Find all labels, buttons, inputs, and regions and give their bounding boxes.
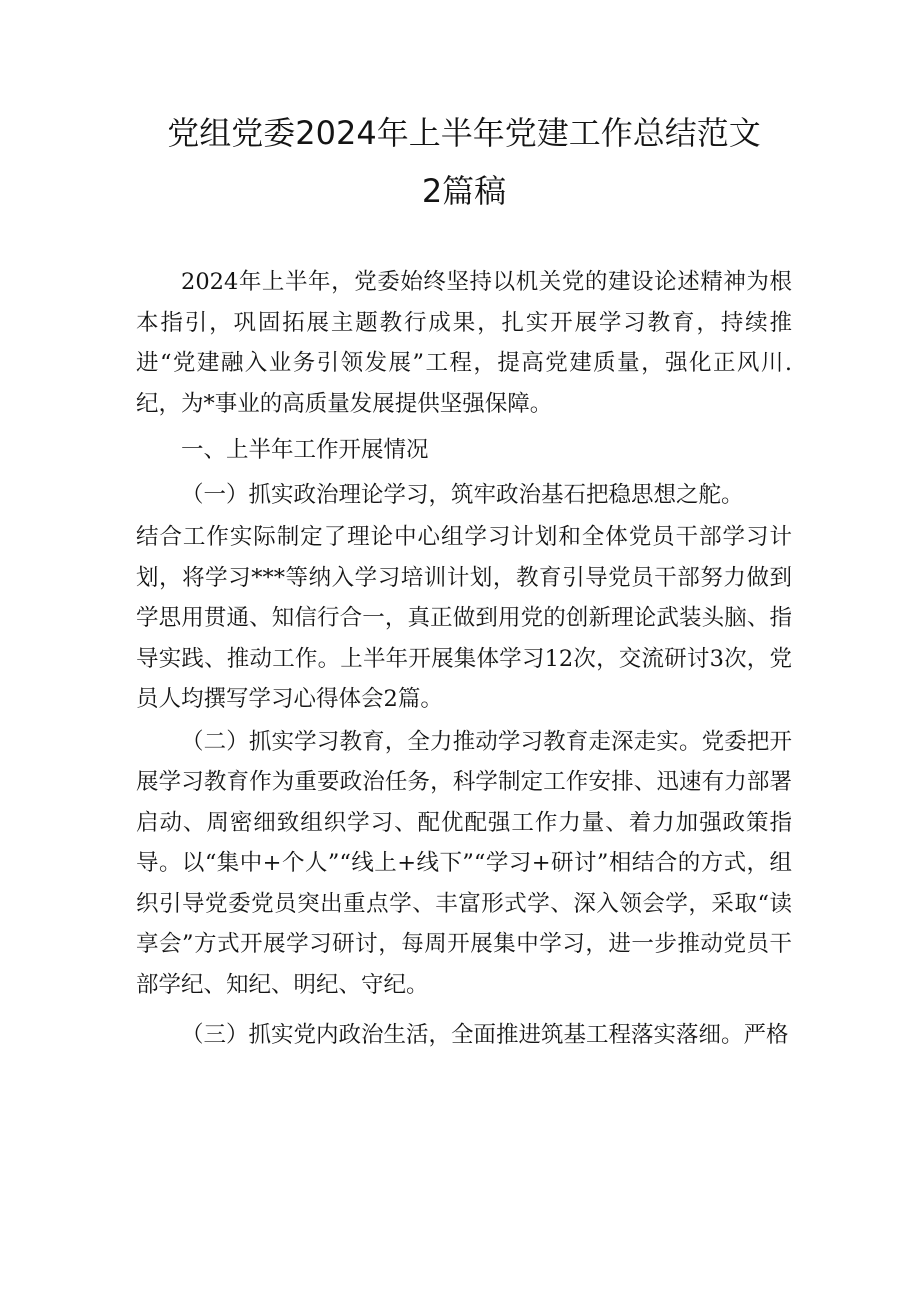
section-1-heading: 一、上半年工作开展情况 (181, 437, 429, 463)
subsection-1-body: 结合工作实际制定了理论中心组学习计划和全体党员干部学习计划，将学习***等纳入学习培训计划，教育引导党员干部努力做到学思用贯通、知信行合一，真正做到用党的创新理论武装头脑、指导实践、推动工作。上半年开展集体学习12次，交流研讨3次，党员人均撰写学习心得体会2篇。 (136, 524, 792, 712)
intro-paragraph: 2024年上半年，党委始终坚持以机关党的建设论述精神为根本指引，巩固拓展主题教行成果，扎实开展学习教育，持续推进“党建融入业务引领发展”工程，提高党建质量，强化正风川.纪，为*事业的高质量发展提供坚强保障。 (136, 269, 792, 417)
title-line-1: 党组党委2024年上半年党建工作总结范文 (167, 114, 761, 152)
subsection-2-paragraph: （二）抓实学习教育，全力推动学习教育走深走实。党委把开展学习教育作为重要政治任务，科学制定工作安排、迅速有力部署启动、周密细致组织学习、配优配强工作力量、着力加强政策指导。以“集中+个人”“线上+线下”“学习+研讨”相结合的方式，组织引导党委党员突出重点学、丰富形式学、深入领会学，采取“读享会”方式开展学习研讨，每周开展集中学习，进一步推动党员干部学纪、知纪、明纪、守纪。 (136, 728, 792, 998)
document-title (136, 104, 792, 220)
title-line-2: 2篇稿 (421, 172, 507, 210)
subsection-1-heading: （一）抓实政治理论学习，筑牢政治基石把稳思想之舵。 (181, 481, 744, 508)
subsection-3-paragraph: （三）抓实党内政治生活，全面推进筑基工程落实落细。严格 (181, 1022, 789, 1048)
